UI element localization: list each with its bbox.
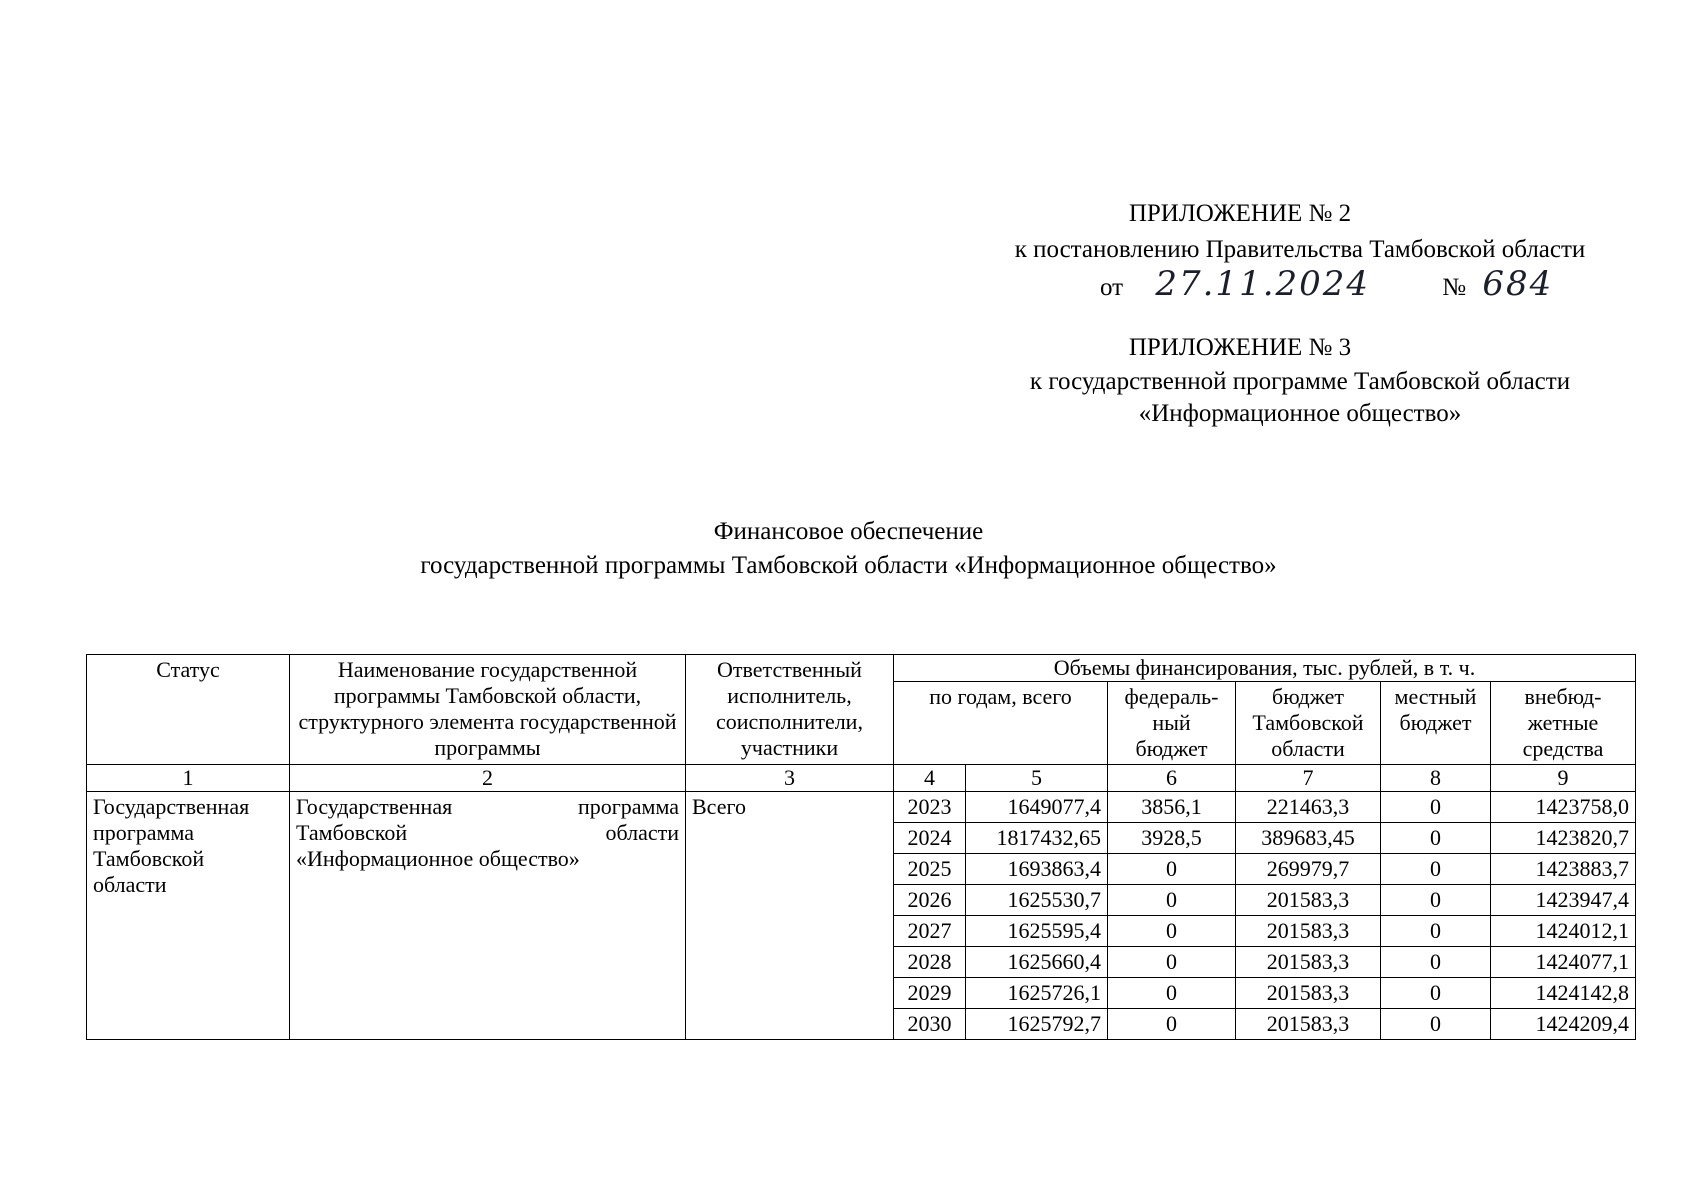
column-numbers-row (87, 765, 1636, 792)
cell-local: 0 (1381, 916, 1491, 947)
table-row (87, 792, 1636, 823)
number-prefix: № (1442, 274, 1467, 301)
cell-regional: 389683,45 (1236, 823, 1381, 854)
cell-year: 2025 (894, 854, 966, 885)
cell-federal: 0 (1108, 978, 1236, 1009)
cell-regional: 201583,3 (1236, 1009, 1381, 1040)
cell-local: 0 (1381, 854, 1491, 885)
cell-local: 0 (1381, 823, 1491, 854)
header-regional-budget: бюджет Тамбовской области (1236, 682, 1381, 765)
cell-federal: 0 (1108, 885, 1236, 916)
appendix-2-subtitle: к постановлению Правительства Тамбовской области (1014, 236, 1586, 263)
cell-federal: 0 (1108, 916, 1236, 947)
cell-extra: 1424142,8 (1491, 978, 1636, 1009)
column-number: 8 (1381, 765, 1491, 792)
appendix-3-subtitle-program: «Информационное общество» (1138, 400, 1462, 427)
cell-local: 0 (1381, 885, 1491, 916)
column-number: 5 (966, 765, 1108, 792)
cell-total: 1817432,65 (966, 823, 1108, 854)
column-number: 1 (87, 765, 290, 792)
column-number: 3 (686, 765, 894, 792)
cell-federal: 0 (1108, 947, 1236, 978)
cell-federal: 0 (1108, 1009, 1236, 1040)
cell-year: 2029 (894, 978, 966, 1009)
financing-table (86, 654, 1636, 1040)
header-status: Статус (87, 655, 290, 765)
handwritten-number: 684 (1482, 264, 1554, 304)
cell-year: 2028 (894, 947, 966, 978)
cell-federal: 3856,1 (1108, 792, 1236, 823)
program-name-part: области (605, 820, 679, 845)
cell-total: 1625530,7 (966, 885, 1108, 916)
cell-local: 0 (1381, 947, 1491, 978)
program-name (290, 792, 686, 1040)
resolution-date-row (1100, 264, 1554, 306)
cell-extra: 1423947,4 (1491, 885, 1636, 916)
cell-total: 1625792,7 (966, 1009, 1108, 1040)
cell-regional: 269979,7 (1236, 854, 1381, 885)
cell-year: 2030 (894, 1009, 966, 1040)
program-responsible: Всего (686, 792, 894, 1040)
cell-regional: 201583,3 (1236, 978, 1381, 1009)
header-responsible: Ответственный исполнитель, соисполнители, участники (686, 655, 894, 765)
cell-local: 0 (1381, 1009, 1491, 1040)
handwritten-date: 27.11.2024 (1155, 264, 1371, 304)
program-name-part: Государственная (296, 794, 453, 819)
cell-extra: 1424077,1 (1491, 947, 1636, 978)
header-local-budget: местный бюджет (1381, 682, 1491, 765)
appendix-2-title: ПРИЛОЖЕНИЕ № 2 (1128, 200, 1352, 227)
header-by-years: по годам, всего (894, 682, 1108, 765)
cell-extra: 1423883,7 (1491, 854, 1636, 885)
header-extra-budget: внебюд-жетные средства (1491, 682, 1636, 765)
cell-extra: 1423820,7 (1491, 823, 1636, 854)
program-name-part: «Информационное общество» (296, 846, 580, 871)
cell-extra: 1424012,1 (1491, 916, 1636, 947)
cell-extra: 1423758,0 (1491, 792, 1636, 823)
cell-federal: 0 (1108, 854, 1236, 885)
cell-regional: 201583,3 (1236, 916, 1381, 947)
date-prefix: от (1100, 274, 1124, 301)
header-row-1 (87, 655, 1636, 682)
header-financing-volumes: Объемы финансирования, тыс. рублей, в т. ч. (894, 655, 1636, 682)
cell-federal: 3928,5 (1108, 823, 1236, 854)
cell-year: 2026 (894, 885, 966, 916)
cell-total: 1649077,4 (966, 792, 1108, 823)
column-number: 7 (1236, 765, 1381, 792)
cell-year: 2027 (894, 916, 966, 947)
appendix-3-subtitle: к государственной программе Тамбовской области (1029, 368, 1571, 395)
program-name-part: Тамбовской (296, 820, 408, 845)
cell-regional: 221463,3 (1236, 792, 1381, 823)
cell-total: 1625660,4 (966, 947, 1108, 978)
header-federal-budget: федераль-ный бюджет (1108, 682, 1236, 765)
cell-extra: 1424209,4 (1491, 1009, 1636, 1040)
program-status: Государственная программа Тамбовской области (87, 792, 290, 1040)
header-program-name: Наименование государственной программы Тамбовской области, структурного элемента государственной программы (290, 655, 686, 765)
program-name-part: программа (577, 794, 679, 819)
column-number: 6 (1108, 765, 1236, 792)
cell-regional: 201583,3 (1236, 885, 1381, 916)
cell-regional: 201583,3 (1236, 947, 1381, 978)
document-title-line-2: государственной программы Тамбовской области «Информационное общество» (420, 552, 1277, 579)
cell-local: 0 (1381, 792, 1491, 823)
cell-year: 2023 (894, 792, 966, 823)
cell-total: 1693863,4 (966, 854, 1108, 885)
cell-year: 2024 (894, 823, 966, 854)
cell-local: 0 (1381, 978, 1491, 1009)
appendix-3-title: ПРИЛОЖЕНИЕ № 3 (1128, 334, 1352, 361)
document-title: Финансовое обеспечение (713, 518, 984, 545)
column-number: 2 (290, 765, 686, 792)
cell-total: 1625726,1 (966, 978, 1108, 1009)
cell-total: 1625595,4 (966, 916, 1108, 947)
column-number: 9 (1491, 765, 1636, 792)
column-number: 4 (894, 765, 966, 792)
